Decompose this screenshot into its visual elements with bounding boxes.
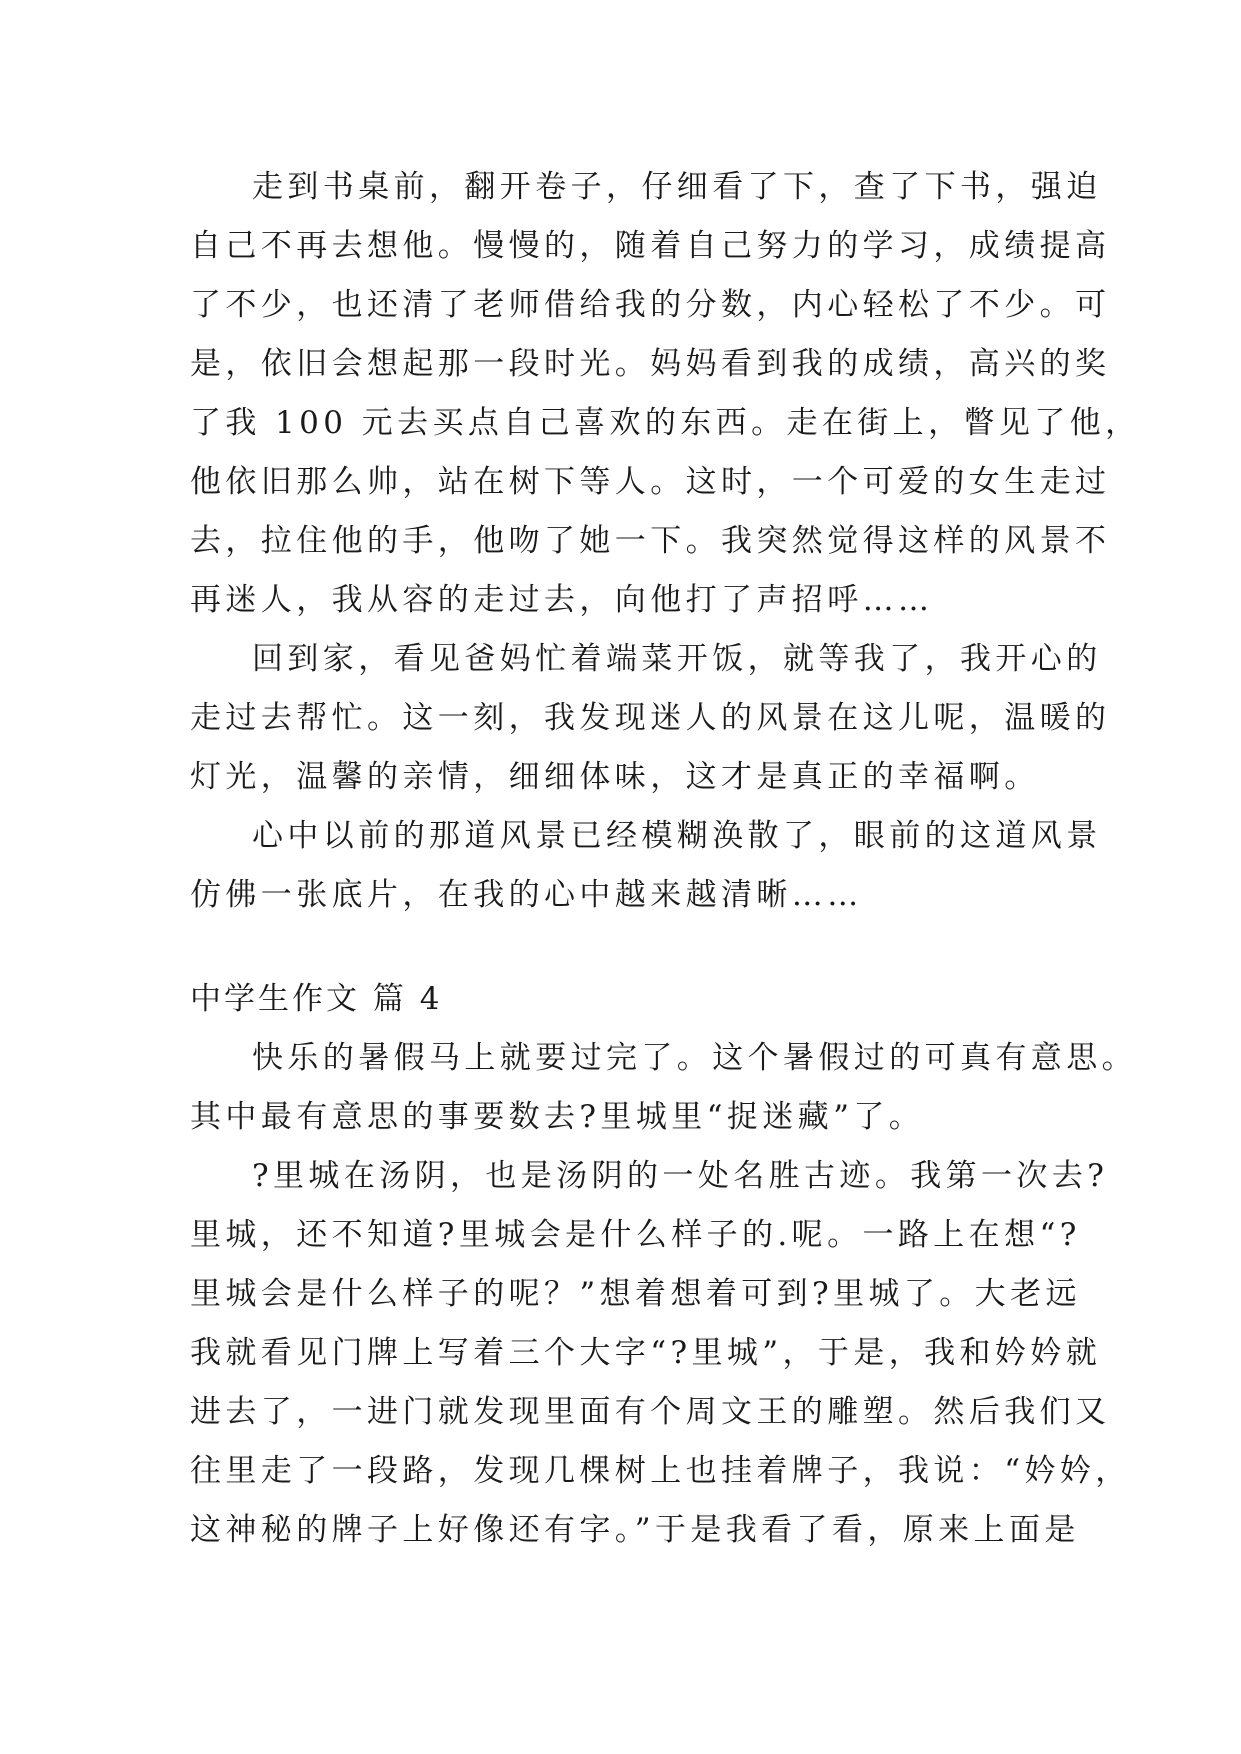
paragraph-line: 其中最有意思的事要数去?里城里“捉迷藏”了。 xyxy=(190,1099,925,1135)
paragraph-line: 了不少，也还清了老师借给我的分数，内心轻松了不少。可 xyxy=(190,287,1111,323)
paragraph-line: 回到家，看见爸妈忙着端菜开饭，就等我了，我开心的 xyxy=(252,641,1102,677)
paragraph-line: 往里走了一段路，发现几棵树上也挂着牌子，我说：“妗妗， xyxy=(190,1453,1131,1489)
paragraph-line: 他依旧那么帅，站在树下等人。这时，一个可爱的女生走过 xyxy=(190,464,1111,500)
paragraph-line: 里城，还不知道?里城会是什么样子的.呢。一路上在想“? xyxy=(190,1217,1081,1253)
paragraph-line: 进去了，一进门就发现里面有个周文王的雕塑。然后我们又 xyxy=(190,1394,1111,1430)
paragraph-line: 走到书桌前，翻开卷子，仔细看了下，查了下书，强迫 xyxy=(252,169,1102,205)
paragraph-line: 心中以前的那道风景已经模糊涣散了，眼前的这道风景 xyxy=(252,818,1102,854)
paragraph-line: 了我 100 元去买点自己喜欢的东西。走在街上，瞥见了他， xyxy=(190,405,1141,441)
paragraph-line: 里城会是什么样子的呢？”想着想着可到?里城了。大老远 xyxy=(190,1276,1081,1312)
paragraph-line: 我就看见门牌上写着三个大字“?里城”，于是，我和妗妗就 xyxy=(190,1335,1102,1371)
paragraph-line: ?里城在汤阴，也是汤阴的一处名胜古迹。我第一次去? xyxy=(252,1158,1109,1194)
paragraph-line: 去，拉住他的手，他吻了她一下。我突然觉得这样的风景不 xyxy=(190,523,1111,559)
paragraph-line: 自己不再去想他。慢慢的，随着自己努力的学习，成绩提高 xyxy=(190,228,1111,264)
paragraph-line: 再迷人，我从容的走过去，向他打了声招呼…… xyxy=(190,582,934,618)
paragraph-line: 这神秘的牌子上好像还有字。”于是我看了看，原来上面是 xyxy=(190,1512,1080,1548)
paragraph-line: 走过去帮忙。这一刻，我发现迷人的风景在这儿呢，温暖的 xyxy=(190,700,1111,736)
section-heading: 中学生作文 篇 4 xyxy=(190,981,443,1017)
paragraph-line: 快乐的暑假马上就要过完了。这个暑假过的可真有意思。 xyxy=(252,1040,1137,1076)
paragraph-line: 是，依旧会想起那一段时光。妈妈看到我的成绩，高兴的奖 xyxy=(190,346,1111,382)
paragraph-line: 仿佛一张底片，在我的心中越来越清晰…… xyxy=(190,877,863,913)
paragraph-line: 灯光，温馨的亲情，细细体味，这才是真正的幸福啊。 xyxy=(190,759,1040,795)
